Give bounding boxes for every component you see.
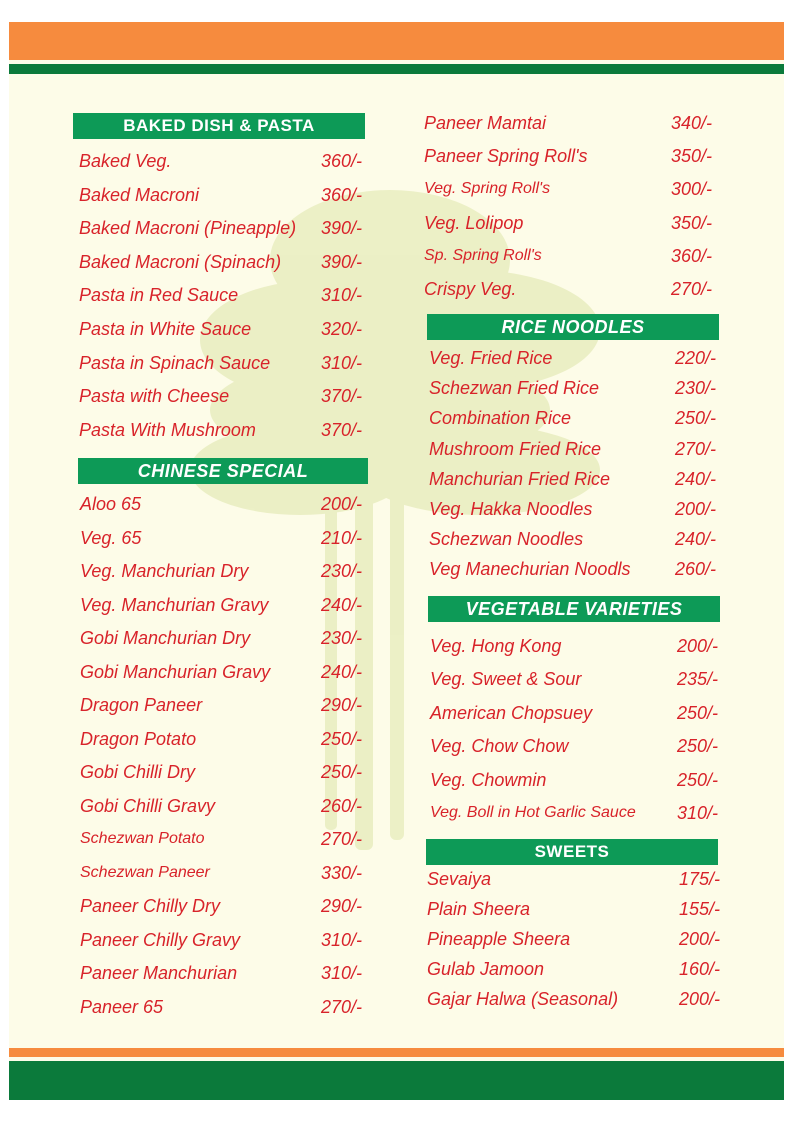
menu-item-price: 310/-	[321, 353, 363, 373]
menu-item-price: 200/-	[679, 929, 721, 949]
menu-item-name: Veg. Manchurian Dry	[80, 561, 249, 581]
menu-item-name: Schezwan Fried Rice	[429, 378, 600, 398]
menu-item-price: 340/-	[671, 113, 713, 133]
menu-item-price: 250/-	[677, 736, 719, 756]
menu-item-name: Pasta in Spinach Sauce	[79, 353, 271, 373]
menu-item-name: Dragon Potato	[80, 729, 197, 749]
menu-item-price: 230/-	[321, 561, 363, 581]
menu-item-price: 220/-	[675, 348, 717, 368]
menu-item-name: Veg. Chowmin	[430, 770, 547, 790]
menu-item-name: Paneer 65	[80, 997, 164, 1017]
menu-item-price: 310/-	[321, 930, 363, 950]
menu-item-name: Aloo 65	[80, 494, 142, 514]
menu-item-name: Veg. Hakka Noodles	[429, 499, 593, 519]
menu-item-name: Veg. 65	[80, 528, 142, 548]
menu-item-name: Pasta in White Sauce	[79, 319, 252, 339]
menu-item-name: Schezwan Potato	[80, 830, 205, 847]
menu-item-price: 250/-	[677, 770, 719, 790]
top-green-stripe	[9, 64, 784, 74]
section-header-veg: VEGETABLE VARIETIES	[428, 596, 720, 622]
menu-item-price: 310/-	[321, 285, 363, 305]
menu-item-price: 370/-	[321, 420, 363, 440]
menu-item-name: Schezwan Noodles	[429, 529, 584, 549]
menu-item-name: Veg. Fried Rice	[429, 348, 553, 368]
section-header-sweets: SWEETS	[426, 839, 718, 865]
menu-item-name: Dragon Paneer	[80, 695, 203, 715]
menu-item-price: 200/-	[321, 494, 363, 514]
menu-item-price: 250/-	[321, 729, 363, 749]
menu-item-price: 240/-	[321, 595, 363, 615]
menu-item-price: 250/-	[677, 703, 719, 723]
menu-item-name: Manchurian Fried Rice	[429, 469, 611, 489]
menu-item-name: Veg. Boll in Hot Garlic Sauce	[430, 804, 636, 821]
section-header-rice: RICE NOODLES	[427, 314, 719, 340]
menu-item-price: 160/-	[679, 959, 721, 979]
menu-item-price: 360/-	[321, 185, 363, 205]
menu-item-price: 310/-	[677, 803, 719, 823]
menu-item-name: Veg. Manchurian Gravy	[80, 595, 269, 615]
menu-item-price: 270/-	[671, 279, 713, 299]
menu-item-name: Paneer Mamtai	[424, 113, 547, 133]
menu-item-name: Veg. Lolipop	[424, 213, 524, 233]
menu-item-price: 230/-	[321, 628, 363, 648]
menu-item-price: 230/-	[675, 378, 717, 398]
menu-item-price: 330/-	[321, 863, 363, 883]
menu-item-price: 290/-	[321, 896, 363, 916]
menu-item-price: 260/-	[321, 796, 363, 816]
section-header-baked: BAKED DISH & PASTA	[73, 113, 365, 139]
menu-item-price: 350/-	[671, 213, 713, 233]
menu-item-price: 200/-	[679, 989, 721, 1009]
menu-item-name: Pasta with Cheese	[79, 386, 230, 406]
menu-item-name: Baked Veg.	[79, 151, 172, 171]
menu-item-price: 300/-	[671, 179, 713, 199]
menu-item-name: Gobi Manchurian Dry	[80, 628, 251, 648]
menu-item-name: Pasta in Red Sauce	[79, 285, 239, 305]
top-orange-band	[9, 22, 784, 60]
menu-item-name: Gajar Halwa (Seasonal)	[427, 989, 619, 1009]
section-header-chinese: CHINESE SPECIAL	[78, 458, 368, 484]
menu-item-name: Paneer Chilly Gravy	[80, 930, 241, 950]
menu-item-price: 200/-	[677, 636, 719, 656]
menu-item-name: American Chopsuey	[430, 703, 593, 723]
menu-item-price: 270/-	[675, 439, 717, 459]
menu-item-price: 240/-	[675, 529, 717, 549]
menu-item-price: 270/-	[321, 829, 363, 849]
menu-item-price: 155/-	[679, 899, 721, 919]
menu-item-price: 235/-	[677, 669, 719, 689]
menu-item-price: 240/-	[675, 469, 717, 489]
menu-item-name: Paneer Chilly Dry	[80, 896, 221, 916]
menu-item-name: Crispy Veg.	[424, 279, 517, 299]
menu-item-name: Schezwan Paneer	[80, 864, 210, 881]
menu-item-name: Baked Macroni (Pineapple)	[79, 218, 297, 238]
menu-item-name: Gobi Chilli Gravy	[80, 796, 216, 816]
menu-item-price: 250/-	[321, 762, 363, 782]
menu-item-name: Veg Manechurian Noodls	[429, 559, 631, 579]
menu-item-name: Pasta With Mushroom	[79, 420, 256, 440]
menu-item-name: Baked Macroni (Spinach)	[79, 252, 282, 272]
menu-item-price: 390/-	[321, 218, 363, 238]
bottom-green-band	[9, 1061, 784, 1100]
menu-item-name: Veg. Chow Chow	[430, 736, 569, 756]
menu-item-price: 270/-	[321, 997, 363, 1017]
menu-item-price: 175/-	[679, 869, 721, 889]
menu-item-name: Pineapple Sheera	[427, 929, 571, 949]
menu-item-name: Veg. Hong Kong	[430, 636, 562, 656]
menu-item-name: Sevaiya	[427, 869, 492, 889]
menu-item-price: 320/-	[321, 319, 363, 339]
menu-item-name: Paneer Spring Roll's	[424, 146, 588, 166]
menu-item-name: Veg. Spring Roll's	[424, 180, 551, 197]
menu-item-price: 250/-	[675, 408, 717, 428]
menu-item-name: Plain Sheera	[427, 899, 531, 919]
menu-item-price: 370/-	[321, 386, 363, 406]
menu-item-price: 210/-	[321, 528, 363, 548]
bottom-orange-stripe	[9, 1048, 784, 1057]
menu-item-name: Sp. Spring Roll's	[424, 247, 542, 264]
menu-item-price: 310/-	[321, 963, 363, 983]
menu-item-price: 350/-	[671, 146, 713, 166]
menu-item-price: 200/-	[675, 499, 717, 519]
menu-item-price: 360/-	[671, 246, 713, 266]
menu-item-name: Gulab Jamoon	[427, 959, 545, 979]
tree-watermark	[150, 170, 630, 870]
menu-item-price: 360/-	[321, 151, 363, 171]
menu-item-name: Gobi Chilli Dry	[80, 762, 196, 782]
menu-item-name: Mushroom Fried Rice	[429, 439, 602, 459]
menu-item-name: Paneer Manchurian	[80, 963, 238, 983]
menu-item-name: Gobi Manchurian Gravy	[80, 662, 271, 682]
menu-item-price: 260/-	[675, 559, 717, 579]
menu-item-name: Combination Rice	[429, 408, 572, 428]
menu-item-price: 290/-	[321, 695, 363, 715]
menu-item-price: 240/-	[321, 662, 363, 682]
menu-item-name: Veg. Sweet & Sour	[430, 669, 582, 689]
menu-item-name: Baked Macroni	[79, 185, 200, 205]
menu-item-price: 390/-	[321, 252, 363, 272]
